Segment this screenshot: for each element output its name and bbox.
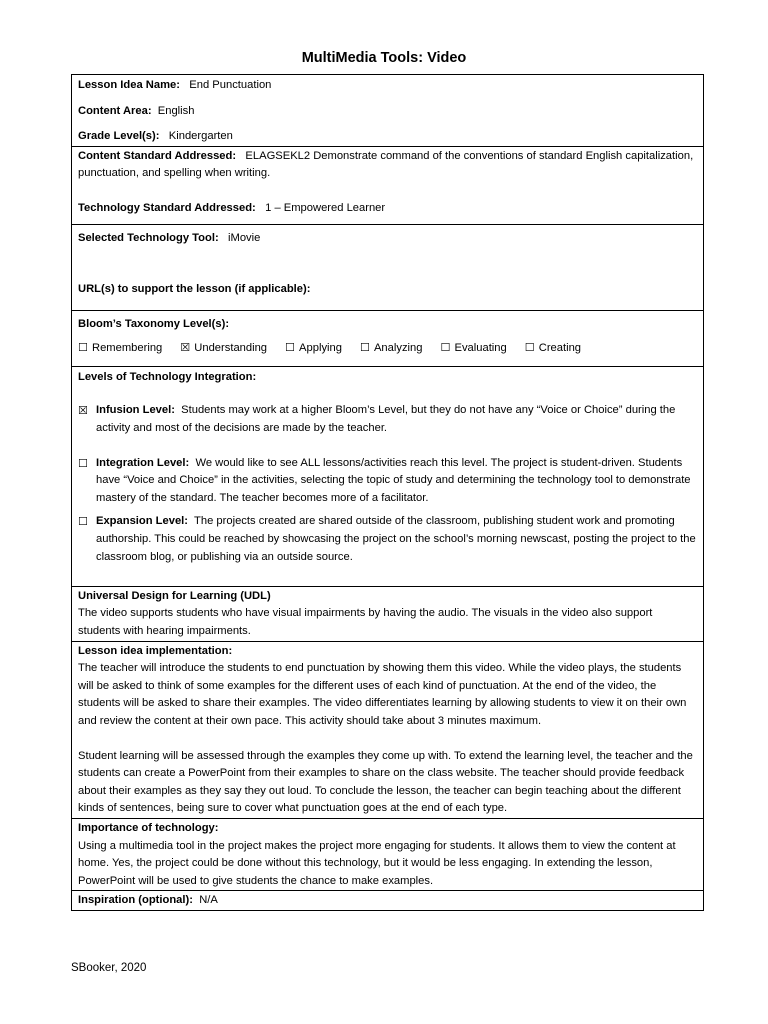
expansion-level-name: Expansion Level: — [96, 515, 189, 528]
grade-level-label: Grade Level(s): — [78, 130, 160, 143]
url-label: URL(s) to support the lesson (if applicable): — [78, 283, 311, 296]
infusion-level — [78, 402, 697, 437]
row-tech-integration — [72, 366, 704, 586]
content-area-value: English — [157, 104, 195, 117]
footer-author: SBooker, 2020 — [71, 962, 147, 974]
implementation-label: Lesson idea implementation: — [78, 644, 233, 657]
row-blooms — [72, 310, 704, 366]
tech-standard-label: Technology Standard Addressed: — [78, 201, 256, 214]
blooms-options — [78, 339, 697, 358]
checkbox-icon: ☐ — [440, 341, 451, 355]
blooms-option-creating[interactable]: ☐ Creating — [525, 339, 581, 358]
checked-checkbox-icon: ☒ — [180, 341, 191, 355]
implementation-para-1: The teacher will introduce the students to end punctuation by showing them this video. While the video plays, the students will be asked to think of some examples for the different uses of each kind of punctuation. At the end of the video, the students will be asked to share their examples. The video differentiates learning by allowing students to view it on their own and review the content at their own pace. This activity should take about 3 minutes maximum. — [78, 662, 687, 727]
blooms-option-understanding[interactable]: ☒ Understanding — [180, 339, 267, 358]
grade-level-value: Kindergarten — [168, 130, 233, 143]
checked-checkbox-icon[interactable]: ☒ — [78, 404, 88, 418]
tech-tool-label: Selected Technology Tool: — [78, 231, 219, 244]
checkbox-icon: ☐ — [285, 341, 295, 355]
integration-level — [78, 455, 697, 508]
row-tool — [72, 224, 704, 310]
content-standard-label: Content Standard Addressed: — [78, 149, 237, 162]
content-area-label: Content Area: — [78, 104, 152, 117]
checkbox-icon[interactable]: ☐ — [78, 456, 88, 470]
lesson-plan-table — [71, 74, 704, 911]
checkbox-icon: ☐ — [78, 341, 88, 355]
row-udl — [72, 586, 704, 641]
udl-label: Universal Design for Learning (UDL) — [78, 589, 271, 602]
blooms-option-applying[interactable]: ☐ Applying — [285, 339, 342, 358]
checkbox-icon: ☐ — [359, 341, 370, 355]
lesson-name-value: End Punctuation — [189, 79, 272, 91]
importance-text: Using a multimedia tool in the project makes the project more engaging for students. It allows them to view the content at home. Yes, the project could be done without this technology, but it would be less engaging. In extending the lesson, PowerPoint will be used to give students the chance to make examples. — [78, 839, 676, 887]
checkbox-icon[interactable]: ☐ — [78, 515, 88, 529]
lesson-name-label: Lesson Idea Name: — [78, 79, 180, 91]
tech-standard-value: 1 – Empowered Learner — [265, 201, 386, 214]
blooms-label: Bloom’s Taxonomy Level(s): — [78, 317, 230, 330]
infusion-level-name: Infusion Level: — [96, 404, 175, 417]
tech-integration-label: Levels of Technology Integration: — [78, 370, 257, 383]
row-lesson-info — [72, 75, 704, 147]
blooms-option-remembering[interactable]: ☐ Remembering — [78, 339, 162, 358]
content-standard-value: ELAGSEKL2 Demonstrate command of the conventions of standard English capitalization, punctuation, and spelling when writing. — [78, 149, 694, 180]
integration-level-name: Integration Level: — [96, 456, 190, 469]
integration-level-text: We would like to see ALL lessons/activities reach this level. The project is student-driven. Students have “Voice and Choice” in the activities, selecting the topic of study and determining the technology tool to demonstrate mastery of the standard. The teacher becomes more of a facilitator. — [96, 456, 691, 504]
udl-text: The video supports students who have visual impairments by having the audio. The visuals in the video also support students with hearing impairments. — [78, 607, 653, 637]
blooms-option-analyzing[interactable]: ☐ Analyzing — [360, 339, 423, 358]
expansion-level-text: The projects created are shared outside of the classroom, publishing student work and promoting authorship. This could be reached by showcasing the project on the school’s morning newscast, posting the project to the classroom blog, or publishing via an outside source. — [96, 515, 696, 563]
row-inspiration — [72, 891, 704, 911]
row-importance — [72, 818, 704, 890]
blooms-option-evaluating[interactable]: ☐ Evaluating — [440, 339, 506, 358]
inspiration-label: Inspiration (optional): — [78, 894, 193, 907]
document-title: MultiMedia Tools: Video — [301, 50, 467, 66]
expansion-level — [78, 513, 697, 566]
row-implementation — [72, 641, 704, 818]
tech-tool-value: iMovie — [228, 231, 261, 244]
row-standards — [72, 146, 704, 224]
implementation-para-2: Student learning will be assessed through the examples they come up with. To extend the learning level, the teacher and the students can create a PowerPoint from their examples to share on the class website. The teacher should provide feedback about their examples as they say they out loud. To conclude the lesson, the teacher can begin teaching about the different kinds of sentences, being sure to cover what punctuation goes at the end of each type. — [78, 749, 693, 815]
infusion-level-text: Students may work at a higher Bloom’s Level, but they do not have any “Voice or Choice” during the activity and most of the decisions are made by the teacher. — [96, 404, 676, 434]
inspiration-value: N/A — [199, 894, 218, 907]
importance-label: Importance of technology: — [78, 821, 219, 834]
checkbox-icon: ☐ — [524, 341, 535, 355]
